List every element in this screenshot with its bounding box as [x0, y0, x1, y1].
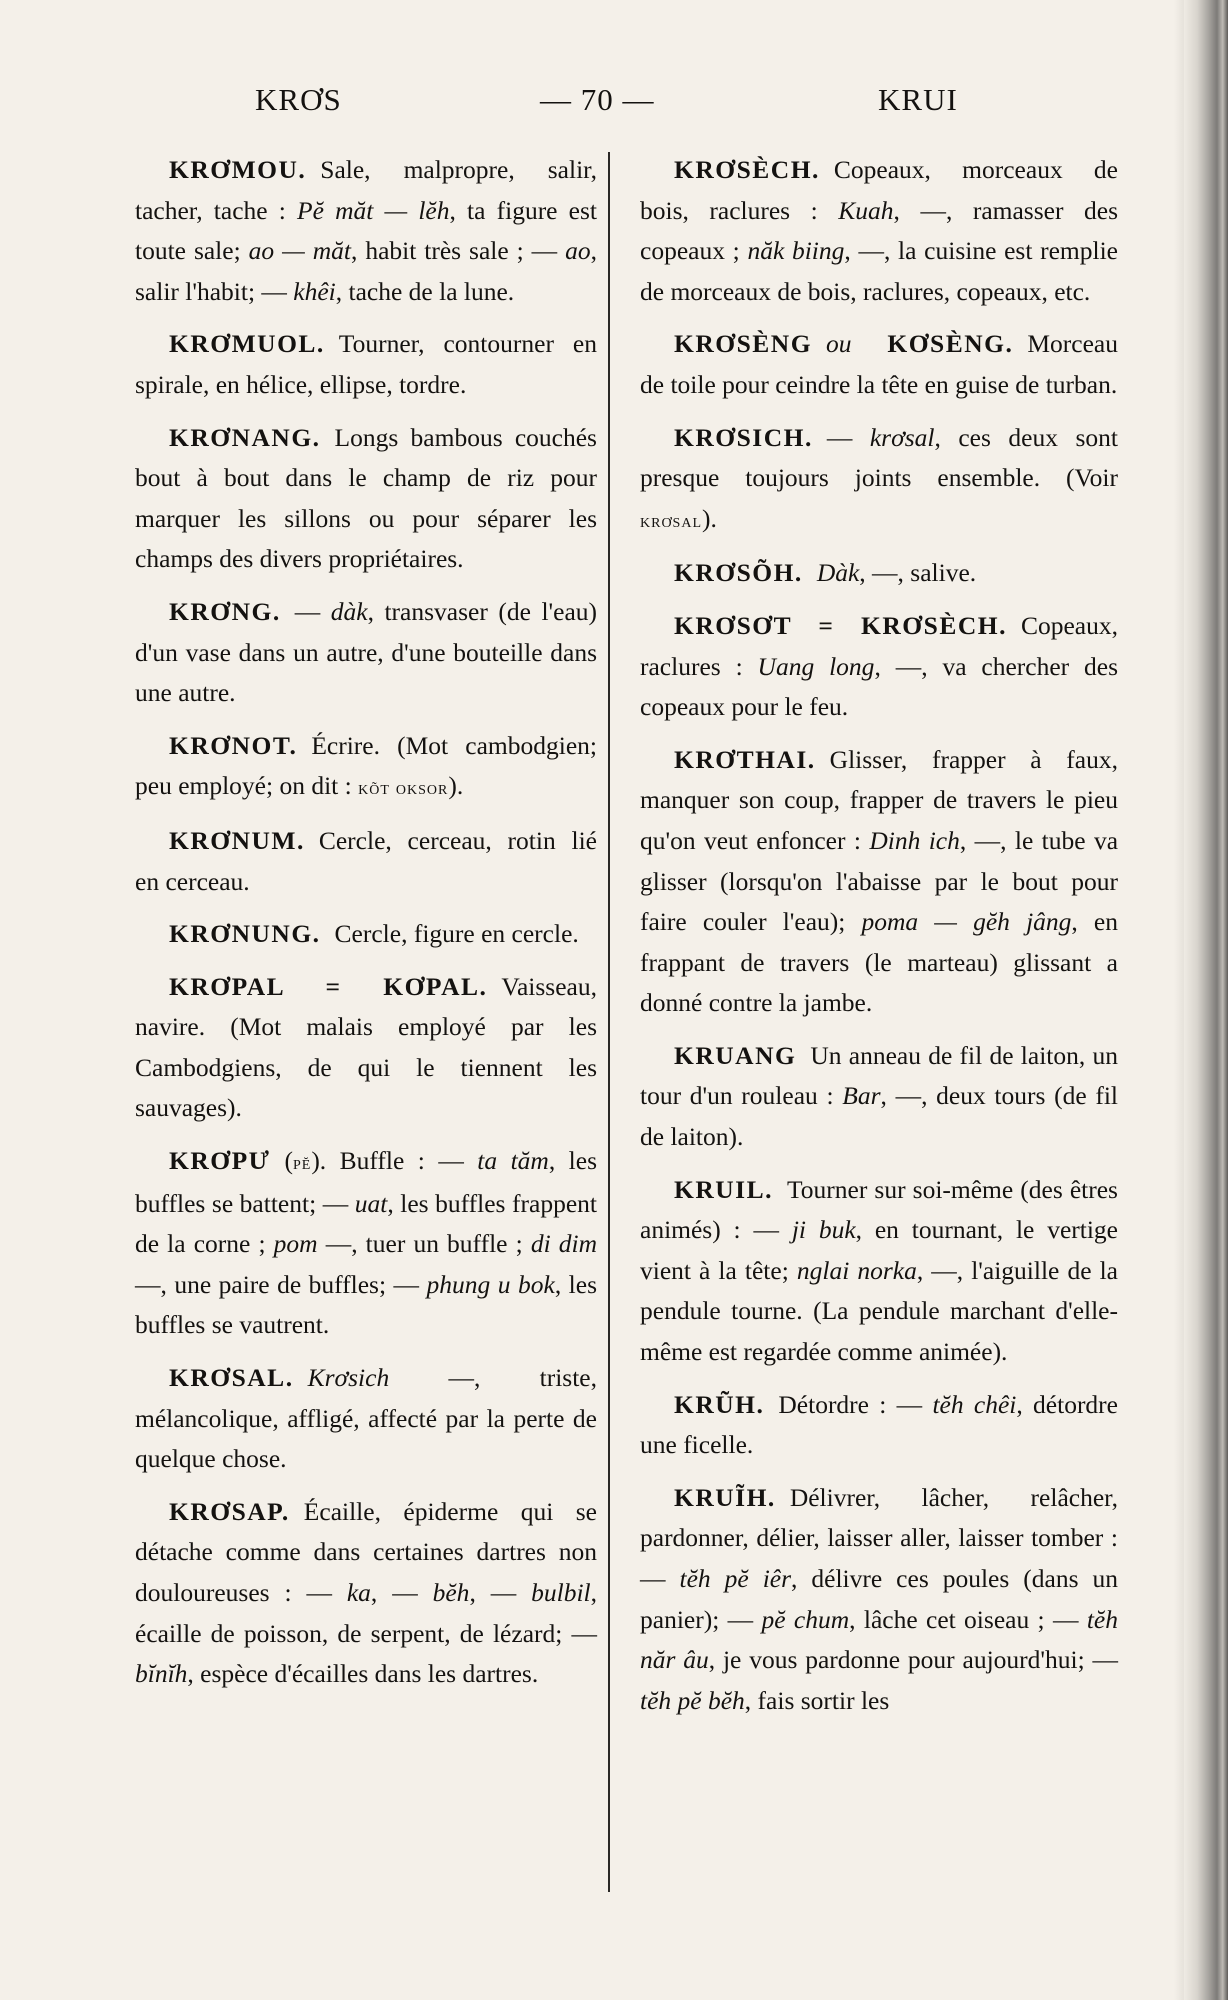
definition-text: , —: [370, 1578, 433, 1607]
definition-text: Cercle, cerceau, rotin lié en cerceau.: [135, 825, 597, 896]
example-term: ka: [346, 1578, 371, 1607]
dictionary-entry: [135, 1141, 597, 1346]
running-head-left: KRƠS: [255, 82, 342, 117]
definition-text: Un anneau de fil de laiton, un tour d'un rouleau :: [640, 1040, 1118, 1111]
headword: KRƠSÈCH.: [674, 155, 820, 184]
example-term: tĕh năr âu: [640, 1604, 1118, 1675]
definition-text: , espèce d'écailles dans les dartres.: [187, 1659, 539, 1689]
dictionary-entry: [135, 821, 597, 902]
definition-text: , —, deux tours (de fil de laiton).: [640, 1081, 1119, 1152]
example-term: Pĕ măt — lĕh: [297, 195, 450, 225]
dictionary-entry: [640, 418, 1118, 542]
definition-text: , —, ramasser des copeaux ;: [640, 195, 1118, 266]
definition-text: Sale, malpropre, salir, tacher, tache :: [135, 155, 597, 225]
definition-text: ).: [448, 771, 464, 801]
definition-text: , détordre une ficelle.: [640, 1389, 1118, 1460]
book-page-edge: [1184, 0, 1228, 2000]
headword: KRƠPAL = KƠPAL.: [169, 971, 488, 1001]
example-term: ao — măt: [248, 236, 351, 266]
example-term: pĕ chum: [761, 1604, 850, 1634]
dictionary-entry: [135, 1492, 597, 1695]
definition-text: , —, la cuisine est remplie de morceaux de bois, raclures, copeaux, etc.: [640, 236, 1119, 306]
example-term: ta tăm: [477, 1146, 549, 1176]
dictionary-entry: [135, 150, 597, 312]
headword: KRƠSAL.: [169, 1363, 294, 1393]
example-term: Dàk: [816, 558, 860, 588]
headword: KRƠPƯ: [169, 1146, 271, 1176]
dictionary-entry: [640, 1170, 1118, 1373]
example-term: dàk: [330, 596, 368, 626]
example-term: tĕh pĕ bĕh: [640, 1685, 745, 1715]
dictionary-entry: [640, 606, 1118, 728]
example-term: Krơsich: [307, 1363, 390, 1393]
definition-text: Vaisseau, navire. (Mot malais employé par les Cambodgiens, de qui le tiennent les sauvages).: [135, 971, 597, 1123]
headword: KRƠMUOL.: [169, 329, 325, 359]
definition-text: , écaille de poisson, de serpent, de lézard; —: [135, 1578, 598, 1648]
definition-text: —, triste, mélancolique, affligé, affecté par la perte de quelque chose.: [135, 1363, 597, 1474]
definition-text: Délivrer, lâcher, relâcher, pardonner, délier, laisser aller, laisser tomber : —: [640, 1482, 1118, 1593]
definition-text: , —: [469, 1578, 532, 1607]
headword: KRUĨH.: [674, 1482, 776, 1512]
definition-text: , salir l'habit; —: [135, 236, 597, 306]
definition-text: Copeaux, raclures :: [640, 610, 1118, 681]
example-term: bĕh: [432, 1578, 470, 1607]
definition-text: , les buffles frappent de la corne ;: [135, 1188, 597, 1259]
headword: KRƠNANG.: [169, 422, 321, 452]
definition-text: Glisser, frapper à faux, manquer son coup, frapper de travers le pieu qu'on veut enfoncer :: [640, 744, 1118, 855]
definition-text: , lâche cet oiseau ; —: [849, 1604, 1087, 1634]
headword: KRƠSÈNG: [674, 329, 813, 359]
headword: KRƠSƠT = KRƠSÈCH.: [674, 610, 1007, 640]
headword: KRƠSICH.: [674, 422, 813, 452]
dictionary-entry: [135, 418, 597, 580]
definition-text: ).: [702, 503, 717, 533]
definition-text: , ta figure est toute sale;: [135, 195, 597, 266]
definition-text: , habit très sale ; —: [350, 236, 566, 266]
definition-text: Détordre : —: [778, 1389, 933, 1419]
cross-reference: pĕ: [292, 1152, 312, 1175]
headword: KRƠNOT.: [169, 730, 298, 760]
page-number: — 70 —: [540, 82, 655, 117]
dictionary-entry: [640, 150, 1118, 312]
definition-text: , —, l'aiguille de la pendule tourne. (La pendule marchant d'elle-même est regardée comme animée).: [640, 1255, 1118, 1367]
definition-text: Longs bambous couchés bout à bout dans le champ de riz pour marquer les sillons ou pour séparer les champs des divers propriétaires.: [135, 422, 597, 574]
dictionary-entry: [640, 740, 1118, 1024]
example-term: pom: [273, 1229, 318, 1259]
dictionary-entry: [640, 324, 1118, 405]
example-term: Dinh ich: [869, 825, 960, 855]
headword: KRƠNUM.: [169, 825, 305, 855]
example-term: khêi: [293, 276, 336, 306]
example-term: di dim: [530, 1229, 598, 1259]
definition-text: , délivre ces poules (dans un panier); —: [640, 1564, 1119, 1634]
example-term: tĕh chêi: [932, 1389, 1017, 1419]
headword: KRƠTHAI.: [674, 744, 816, 774]
definition-text: —, tuer un buffle ;: [317, 1229, 531, 1259]
example-term: bulbil: [531, 1578, 591, 1607]
example-term: nglai norka: [796, 1255, 917, 1285]
dictionary-entry: [640, 1036, 1118, 1158]
definition-text: —, une paire de buffles; —: [135, 1269, 427, 1299]
page-shadow: [1174, 0, 1184, 2000]
column-divider: [608, 152, 610, 1892]
definition-text: , en tournant, le vertige vient à la tête;: [640, 1215, 1118, 1285]
definition-text: , —, va chercher des copeaux pour le feu.: [640, 651, 1119, 722]
dictionary-entry: [135, 324, 597, 405]
definition-text: (: [284, 1146, 293, 1176]
right-column: [640, 150, 1118, 1733]
dictionary-entry: [640, 553, 1118, 594]
example-term: bĭnĭh: [135, 1659, 188, 1689]
dictionary-entry: [640, 1478, 1118, 1722]
headword: KRUIL.: [674, 1174, 773, 1204]
example-term: krơsal: [869, 422, 935, 452]
headword: KRUANG: [674, 1040, 797, 1070]
example-term: poma — gĕh jâng: [861, 907, 1072, 937]
definition-text: , —, le tube va glisser (lorsqu'on l'abaisse par le bout pour faire couler l'eau);: [640, 825, 1119, 937]
example-term: uat: [354, 1188, 388, 1218]
definition-text: —: [294, 596, 331, 626]
example-term: tĕh pĕ iêr: [679, 1564, 792, 1593]
definition-text: —: [826, 422, 870, 452]
example-term: Kuah: [838, 195, 894, 225]
headword: KRƠSÕH.: [674, 558, 803, 588]
dictionary-entry: [135, 592, 597, 714]
headword: KRŨH.: [674, 1389, 765, 1419]
left-column: [135, 150, 597, 1707]
definition-text: , —, salive.: [859, 558, 977, 588]
cross-reference: krơsal: [640, 509, 703, 532]
definition-text: , en frappant de travers (le marteau) glissant a donné contre la jambe.: [640, 907, 1118, 1018]
example-term: ao: [565, 236, 591, 266]
headword: KRƠSAP.: [169, 1496, 290, 1526]
dictionary-entry: [135, 1358, 597, 1480]
dictionary-entry: [135, 726, 597, 809]
example-term: ji buk: [791, 1215, 856, 1245]
headword: KRƠMOU.: [169, 155, 307, 184]
example-term: phung u bok: [426, 1269, 555, 1299]
definition-text: ). Buffle : —: [311, 1146, 478, 1176]
running-head-right: KRUI: [878, 82, 958, 117]
cross-reference: kõt oksor: [358, 777, 449, 800]
definition-text: , les buffles se vautrent.: [135, 1269, 597, 1340]
definition-text: Tourner, contourner en spirale, en hélice, ellipse, tordre.: [135, 329, 597, 399]
definition-text: , fais sortir les: [744, 1685, 890, 1715]
definition-text: , transvaser (de l'eau) d'un vase dans un autre, d'une bouteille dans une autre.: [135, 596, 597, 708]
definition-text: Copeaux, morceaux de bois, raclures :: [640, 155, 1118, 225]
definition-text: Écaille, épiderme qui se détache comme dans certaines dartres non douloureuses : —: [135, 1496, 597, 1607]
definition-text: , les buffles se battent; —: [135, 1146, 597, 1218]
dictionary-entry: [135, 967, 597, 1129]
example-term: Bar: [842, 1081, 881, 1111]
definition-text: Morceau de toile pour ceindre la tête en guise de turban.: [640, 329, 1118, 399]
definition-text: , tache de la lune.: [335, 276, 515, 306]
example-term: Uang long: [757, 651, 875, 681]
definition-text: , ces deux sont presque toujours joints ensemble. (Voir: [640, 422, 1118, 493]
dictionary-entry: [640, 1385, 1118, 1466]
definition-text: Tourner sur soi-même (des êtres animés) : —: [640, 1174, 1118, 1245]
dictionary-entry: [135, 914, 597, 955]
headword: KRƠNUNG.: [169, 919, 321, 949]
headword: KƠSÈNG.: [851, 329, 1014, 359]
headword: KRƠNG.: [169, 596, 281, 626]
example-term: ou: [826, 329, 852, 359]
definition-text: , je vous pardonne pour aujourd'hui; —: [708, 1645, 1118, 1675]
definition-text: Cercle, figure en cercle.: [334, 919, 579, 949]
definition-text: Écrire. (Mot cambodgien; peu employé; on dit :: [135, 730, 597, 801]
example-term: năk biing: [747, 236, 845, 266]
